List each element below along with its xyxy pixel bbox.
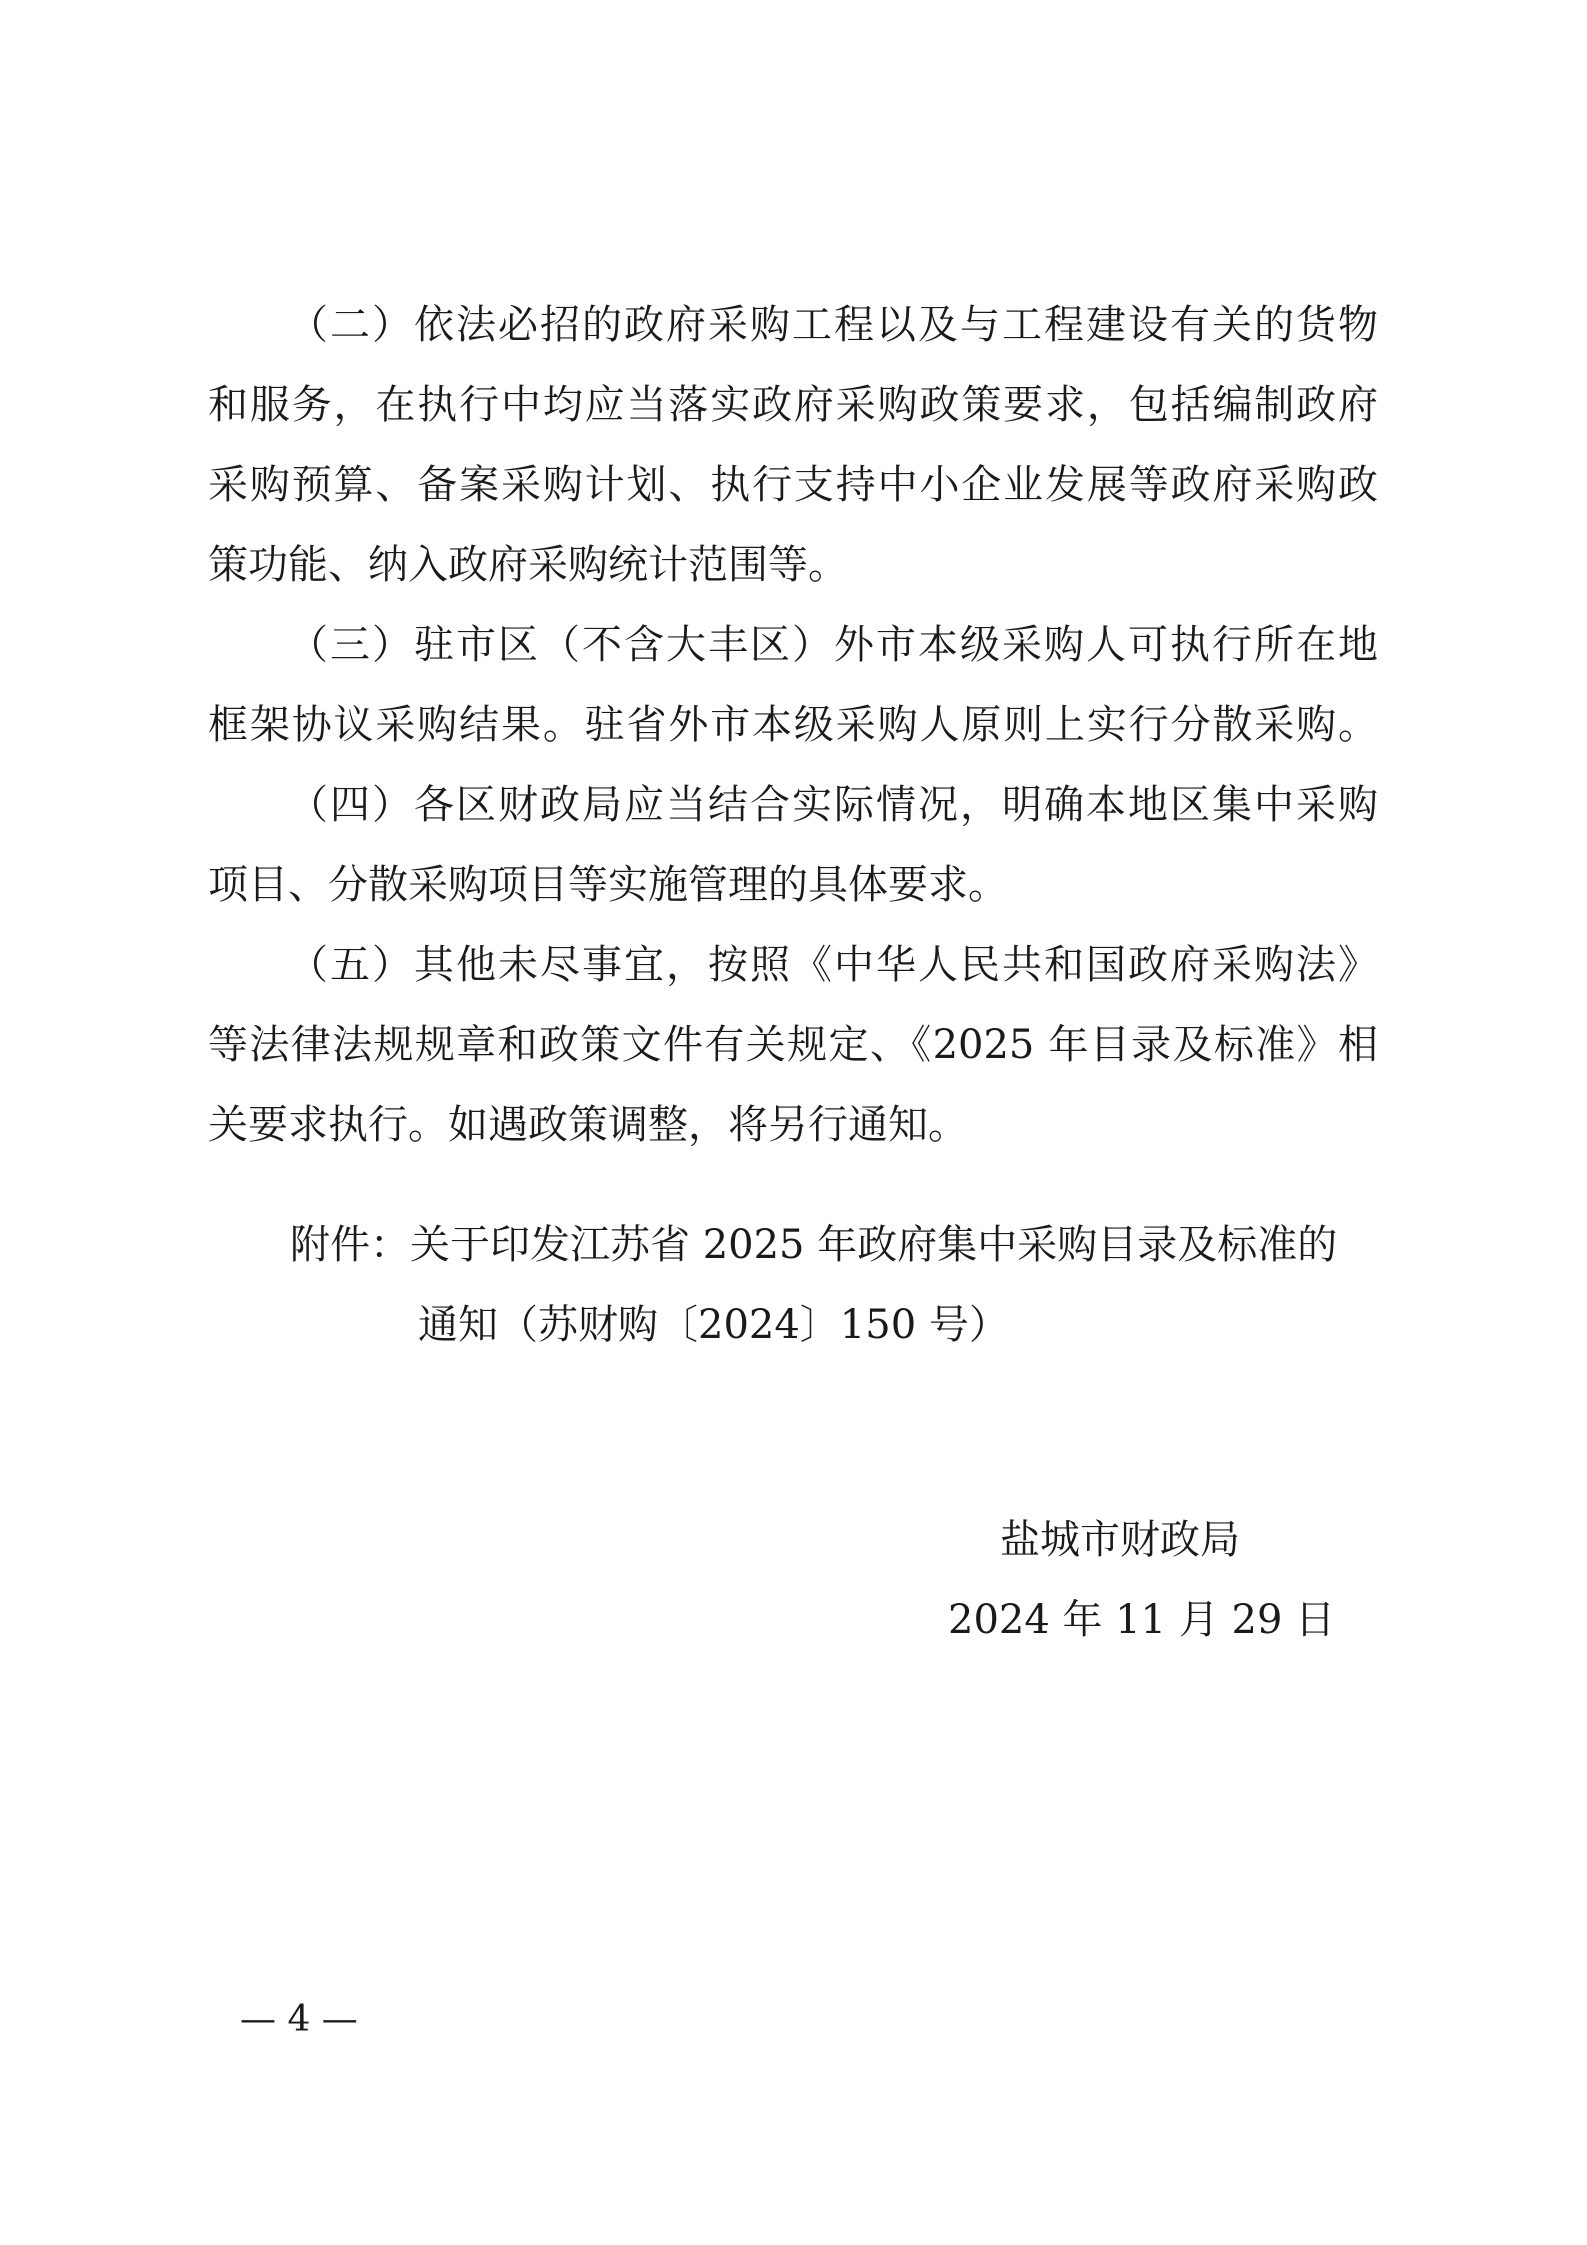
paragraph-4-line-1: （四）各区财政局应当结合实际情况，明确本地区集中采购 <box>288 782 1378 828</box>
paragraph-2-line-3: 采购预算、备案采购计划、执行支持中小企业发展等政府采购政 <box>208 462 1378 508</box>
issuer-name: 盐城市财政局 <box>1000 1517 1240 1563</box>
paragraph-5-line-1: （五）其他未尽事宜，按照《中华人民共和国政府采购法》 <box>288 942 1378 988</box>
paragraph-2-line-1: （二）依法必招的政府采购工程以及与工程建设有关的货物 <box>288 302 1378 348</box>
attachment-line-2: 通知（苏财购〔2024〕150 号） <box>418 1302 1009 1348</box>
paragraph-3-line-2: 框架协议采购结果。驻省外市本级采购人原则上实行分散采购。 <box>208 702 1378 748</box>
attachment-line-1: 附件：关于印发江苏省 2025 年政府集中采购目录及标准的 <box>290 1222 1338 1268</box>
page-number: — 4 — <box>240 1999 358 2040</box>
paragraph-2-line-4: 策功能、纳入政府采购统计范围等。 <box>208 542 848 588</box>
paragraph-2-line-2: 和服务，在执行中均应当落实政府采购政策要求，包括编制政府 <box>208 382 1378 428</box>
paragraph-4-line-2: 项目、分散采购项目等实施管理的具体要求。 <box>208 862 1008 908</box>
paragraph-3-line-1: （三）驻市区（不含大丰区）外市本级采购人可执行所在地 <box>288 622 1378 668</box>
paragraph-5-line-3: 关要求执行。如遇政策调整，将另行通知。 <box>208 1102 968 1148</box>
paragraph-5-line-2: 等法律法规规章和政策文件有关规定、《2025 年目录及标准》相 <box>208 1022 1378 1068</box>
issue-date: 2024 年 11 月 29 日 <box>948 1597 1336 1643</box>
